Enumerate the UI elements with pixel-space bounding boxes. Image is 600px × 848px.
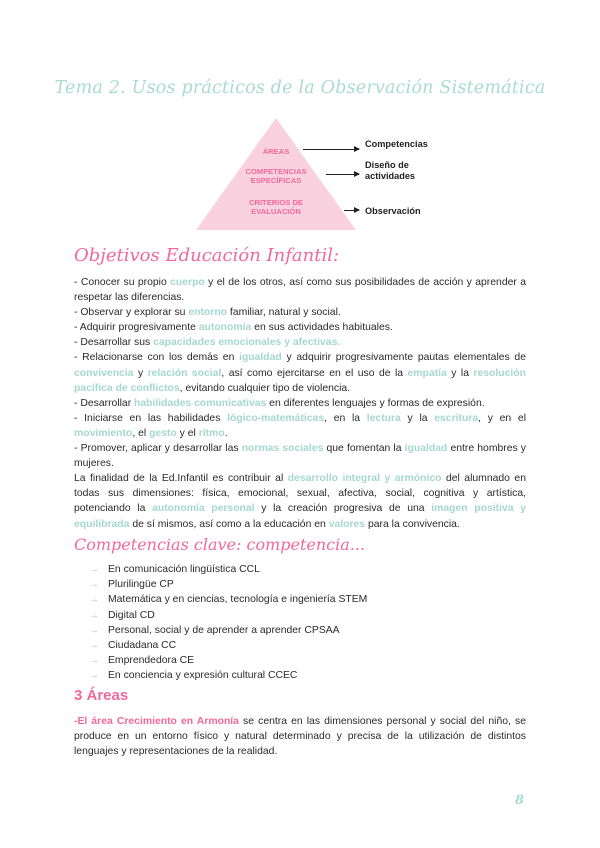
highlight-term: escritura: [434, 412, 479, 424]
arrow-label-competencias: Competencias: [365, 139, 428, 149]
highlight-term: -El área Crecimiento en Armonía: [74, 716, 239, 727]
text-run: , así como ejercitarse en el uso de la: [221, 367, 408, 379]
text-run: - Relacionarse con los demás en: [74, 352, 240, 364]
text-run: que fomentan la: [323, 443, 405, 455]
highlight-term: autonomía personal: [152, 503, 255, 515]
objectives-heading: Objetivos Educación Infantil:: [74, 245, 340, 266]
text-run: y: [133, 367, 148, 379]
text-run: , evitando cualquier tipo de violencia.: [179, 382, 351, 394]
text-run: La finalidad de la Ed.Infantil es contribuir al: [74, 473, 288, 485]
objective-item: [74, 335, 526, 350]
text-run: en sus actividades habituales.: [251, 322, 393, 334]
highlight-term: entorno: [188, 307, 228, 319]
arrow-observacion: [344, 210, 359, 211]
competencia-label: En conciencia y expresión cultural CCEC: [108, 670, 298, 682]
arrow-right-icon: →: [89, 594, 99, 606]
arrow-diseno: [326, 174, 359, 175]
objective-item: [74, 320, 526, 335]
competencia-item: [84, 592, 367, 607]
arrow-right-icon: →: [89, 670, 99, 682]
text-run: - Conocer su propio: [74, 277, 171, 288]
competencia-label: En comunicación lingüística CCL: [108, 564, 260, 575]
areas-text: [74, 714, 526, 759]
text-run: y adquirir progresivamente pautas elementales de: [281, 352, 526, 364]
competencia-item: [84, 577, 367, 592]
competencia-label: Ciudadana CC: [108, 639, 177, 651]
text-run: - Promover, aplicar y desarrollar las: [74, 443, 242, 455]
text-run: y el de los otros, así como sus posibilidades de acción y aprender a respetar las diferencias.: [74, 277, 526, 304]
text-run: en diferentes lenguajes y formas de expresión.: [266, 397, 485, 409]
highlight-term: resolución pacífica de conflictos: [74, 367, 526, 394]
arrow-right-icon: →: [89, 639, 99, 651]
areas-paragraph: [74, 714, 526, 759]
highlight-term: capacidades emocionales y afectivas.: [153, 337, 341, 349]
competencias-list: [84, 562, 367, 684]
highlight-term: autonomía: [198, 322, 252, 334]
objective-item: [74, 396, 526, 411]
highlight-term: cuerpo: [170, 277, 205, 288]
highlight-term: relación social: [147, 367, 222, 379]
competencia-label: Emprendedora CE: [108, 655, 195, 667]
arrow-label-diseno: Diseño de actividades: [365, 160, 416, 181]
highlight-term: empatía: [407, 367, 447, 379]
areas-heading: 3 Áreas: [74, 687, 129, 704]
objective-item: [74, 275, 526, 305]
text-run: para la convivencia.: [365, 518, 460, 530]
highlight-term: valores: [328, 518, 366, 530]
objective-item: [74, 441, 526, 471]
text-run: y la: [446, 367, 474, 379]
page-number: 8: [515, 793, 525, 808]
highlight-term: lectura: [366, 412, 401, 424]
competencia-label: Personal, social y de aprender a aprender CPSAA: [108, 624, 340, 636]
competencia-item: [84, 623, 367, 638]
text-run: y la: [400, 412, 435, 424]
highlight-term: convivencia: [74, 367, 134, 379]
competencia-item: [84, 668, 367, 683]
objective-item: [74, 350, 526, 395]
text-run: - Desarrollar: [74, 397, 135, 409]
objectives-list: [74, 275, 526, 532]
highlight-term: igualdad: [239, 352, 282, 364]
objective-item: [74, 471, 526, 531]
highlight-term: gesto: [149, 427, 177, 439]
highlight-term: lógico-matemáticas: [227, 412, 325, 424]
arrow-competencias: [303, 149, 359, 150]
arrow-right-icon: →: [89, 564, 99, 575]
arrow-right-icon: →: [89, 655, 99, 667]
pyramid-level-criterios: CRITERIOS DE EVALUACIÓN: [248, 198, 303, 216]
arrow-right-icon: →: [89, 624, 99, 636]
competencia-label: Matemática y en ciencias, tecnología e ingeniería STEM: [108, 594, 368, 606]
competencia-item: [84, 653, 367, 668]
competencia-item: [84, 608, 367, 623]
highlight-term: normas sociales: [241, 443, 324, 455]
text-run: familiar, natural y social.: [227, 307, 341, 319]
text-run: , y en el: [478, 412, 526, 424]
text-run: del alumnado en todas sus dimensiones: física, emocional, sexual, afectiva, social, cognitiva y artística, potenciando la: [74, 473, 526, 515]
text-run: de sí mismos, así como a la educación en: [129, 518, 329, 530]
arrow-right-icon: →: [89, 609, 99, 621]
arrow-right-icon: →: [89, 579, 99, 591]
highlight-term: movimiento: [74, 427, 133, 439]
text-run: - Observar y explorar su: [74, 307, 189, 319]
text-run: entre hombres y mujeres.: [74, 443, 527, 470]
objective-item: [74, 411, 526, 441]
arrow-label-observacion: Observación: [365, 206, 421, 216]
objective-item: [74, 305, 526, 320]
text-run: - Adquirir progresivamente: [74, 322, 199, 334]
highlight-term: habilidades comunicativas: [134, 397, 267, 409]
text-run: - Desarrollar sus: [74, 337, 154, 349]
highlight-term: ritmo: [198, 427, 225, 439]
text-run: - Iniciarse en las habilidades: [74, 412, 228, 424]
highlight-term: igualdad: [404, 443, 448, 455]
highlight-term: desarrollo integral y armónico: [287, 473, 442, 485]
competencia-item: [84, 562, 367, 577]
text-run: se centra en las dimensiones personal y social del niño, se produce en un entorno físico y natural determinado y precisa de la utilización de distintos lenguajes y representaciones de la realidad.: [74, 716, 526, 758]
pyramid-level-competencias: COMPETENCIAS ESPECÍFICAS: [245, 167, 307, 185]
pyramid-level-areas: ÁREAS: [262, 147, 290, 156]
competencia-label: Digital CD: [108, 609, 155, 621]
text-run: .: [224, 427, 228, 439]
text-run: , el: [132, 427, 150, 439]
competencias-heading: Competencias clave: competencia...: [74, 535, 366, 554]
page-title: Tema 2. Usos prácticos de la Observación Sistemática: [54, 78, 546, 98]
text-run: , en la: [324, 412, 367, 424]
text-run: y el: [176, 427, 199, 439]
text-run: y la creación progresiva de una: [254, 503, 432, 515]
competencia-label: Plurilingüe CP: [108, 579, 174, 591]
competencia-item: [84, 638, 367, 653]
highlight-term: imagen positiva y equilibrada: [74, 503, 526, 530]
